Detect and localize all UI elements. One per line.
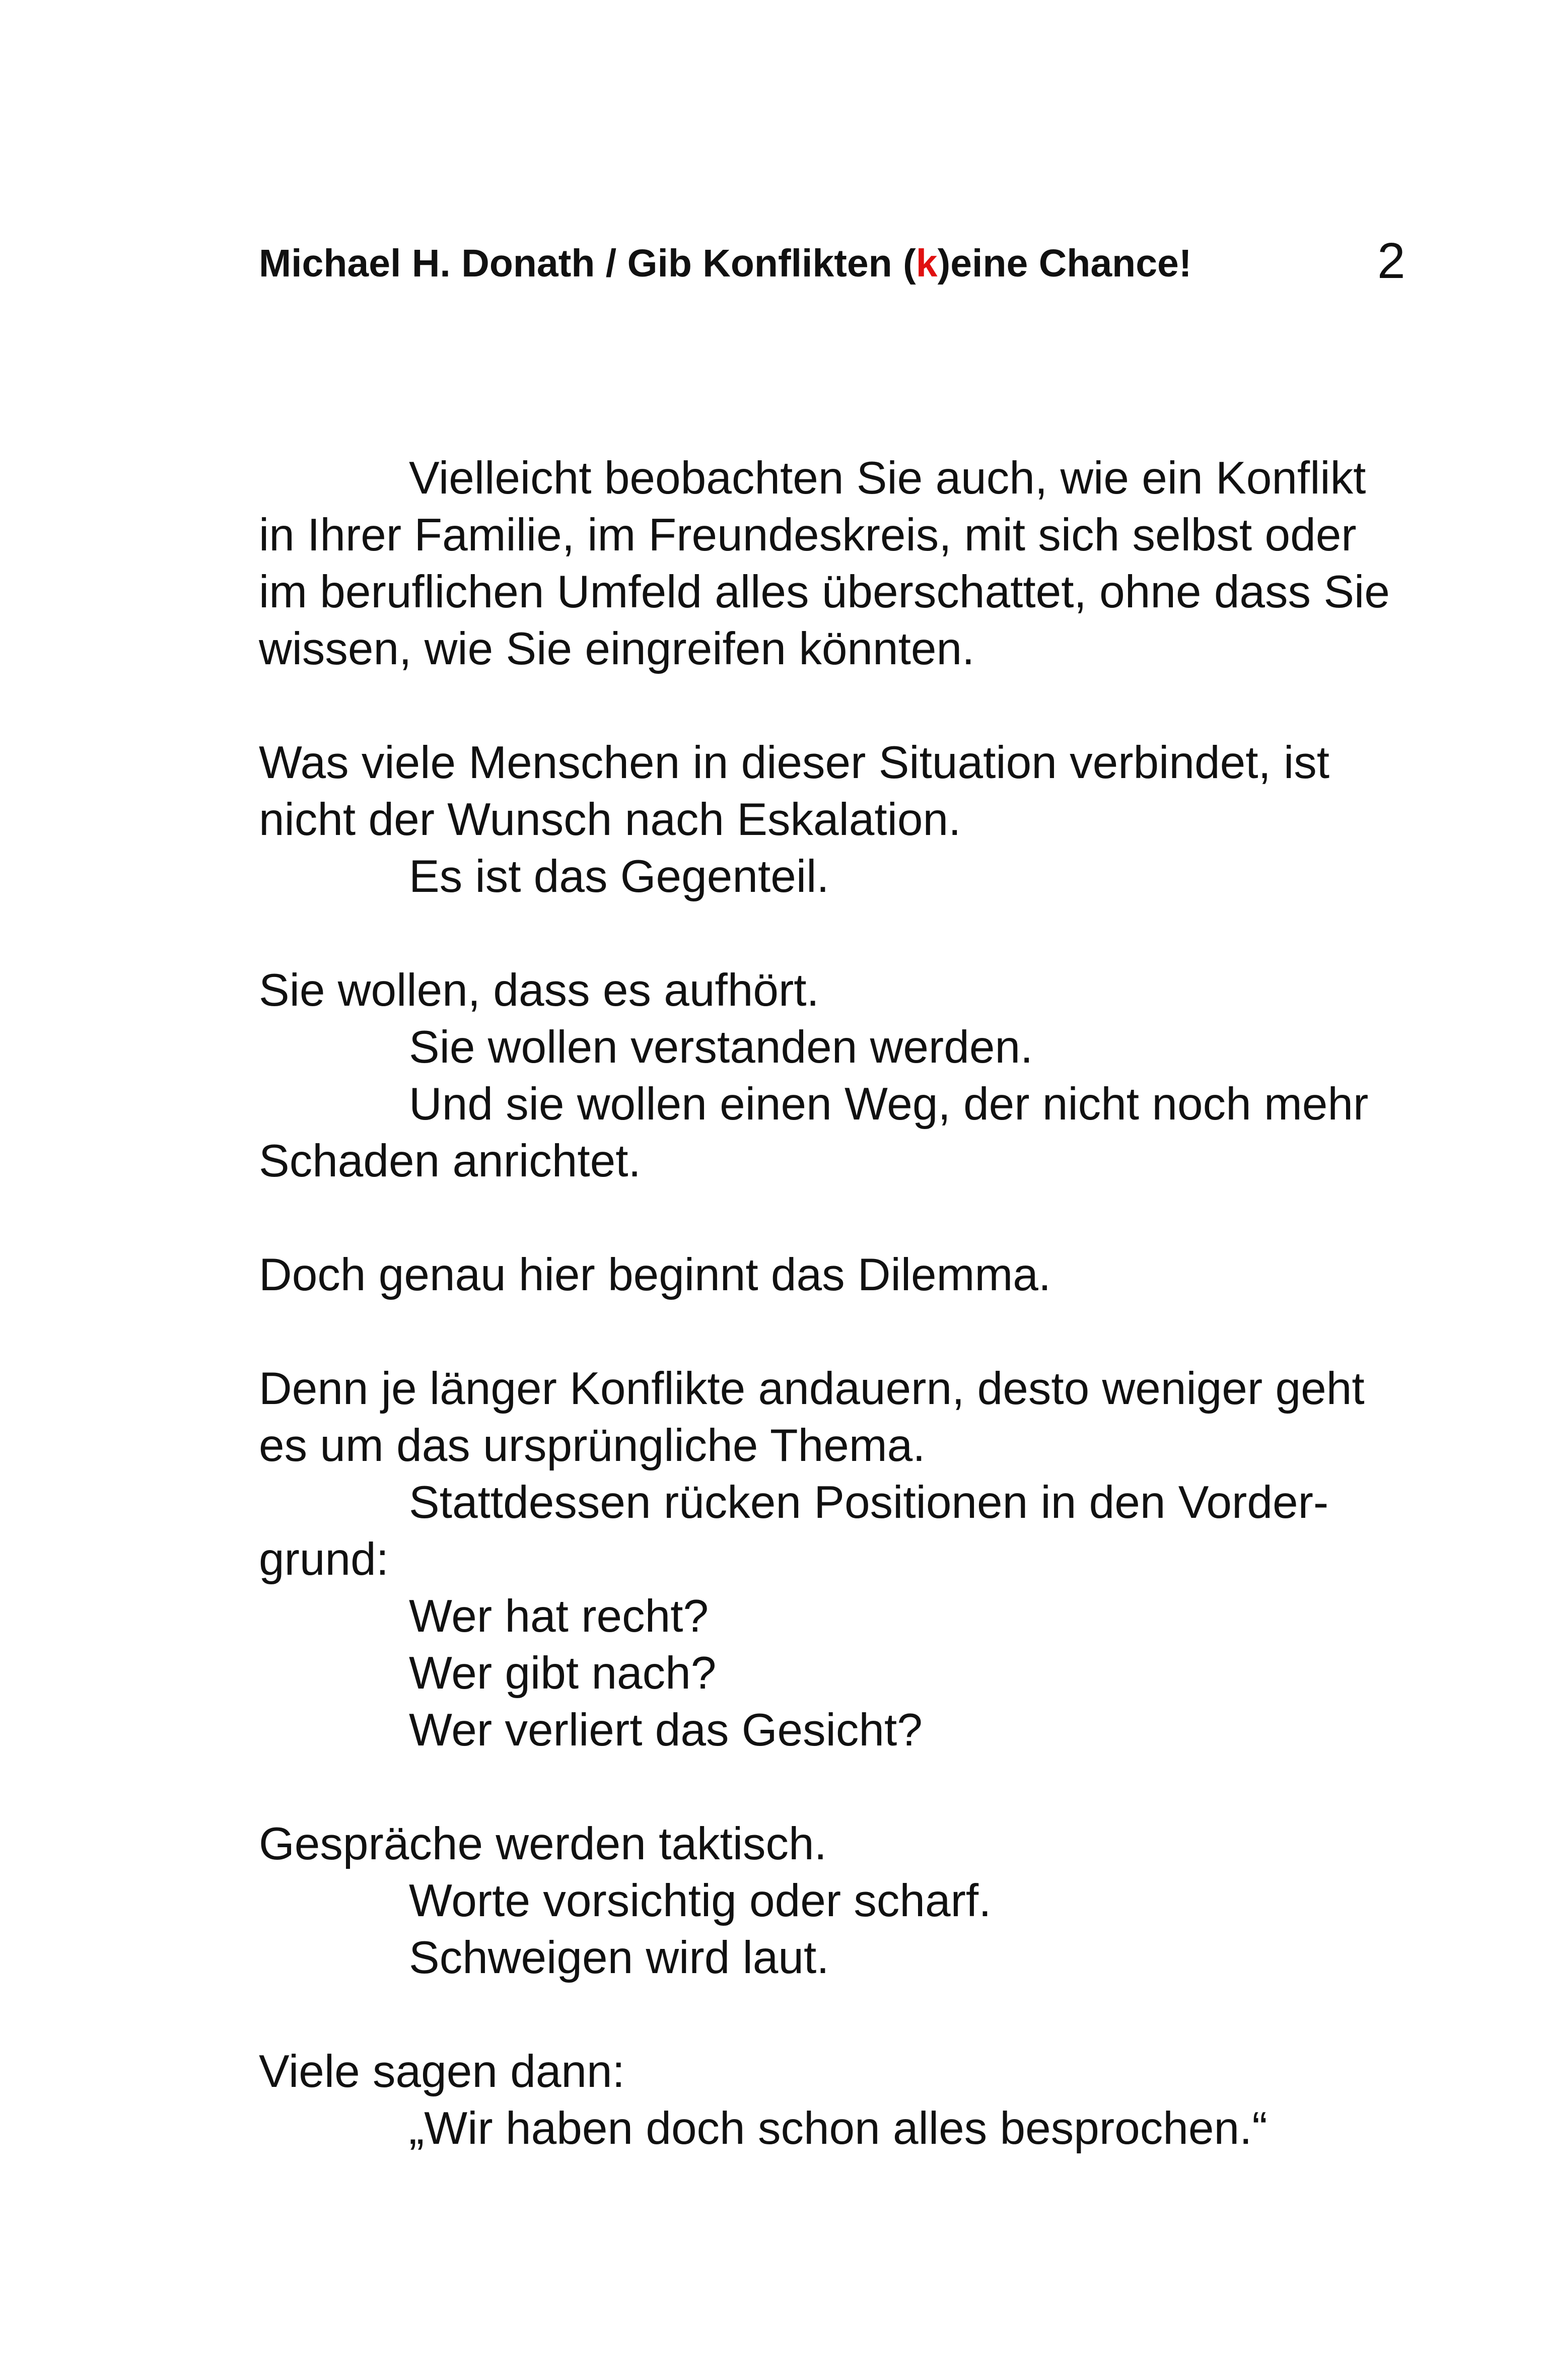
text-line: Es ist das Gegenteil.: [409, 851, 829, 902]
paragraph-gap: [259, 677, 1417, 734]
paragraph-gap: [259, 905, 1417, 962]
text-line: Wer verliert das Gesicht?: [409, 1705, 923, 1756]
text-line: Sie wollen, dass es aufhört.: [259, 965, 819, 1016]
text-line: in Ihrer Familie, im Freundeskreis, mit sich selbst oder: [259, 510, 1357, 561]
paragraph-gap: [259, 1189, 1417, 1246]
paragraph-gap: [259, 1303, 1417, 1360]
running-head-prefix: Michael H. Donath / Gib Konflikten (: [259, 242, 916, 285]
text-line: Schaden anrichtet.: [259, 1136, 641, 1186]
text-line: Denn je länger Konflikte andauern, desto weniger geht: [259, 1363, 1365, 1414]
text-line: Wer gibt nach?: [409, 1648, 717, 1699]
text-line: wissen, wie Sie eingreifen könnten.: [259, 623, 975, 674]
text-line: Doch genau hier beginnt das Dilemma.: [259, 1249, 1051, 1300]
paragraph-gap: [259, 1759, 1417, 1815]
text-line: Und sie wollen einen Weg, der nicht noch mehr: [409, 1079, 1369, 1130]
text-line: Sie wollen verstanden werden.: [409, 1022, 1033, 1073]
body-text: [259, 450, 1417, 2157]
text-line: Viele sagen dann:: [259, 2046, 625, 2097]
text-line: Stattdessen rücken Positionen in den Vorder-: [409, 1477, 1329, 1528]
running-head-accent: k: [916, 242, 938, 285]
page-number: 2: [1377, 233, 1405, 289]
text-line: Wer hat recht?: [409, 1591, 709, 1642]
running-head-suffix: )eine Chance!: [937, 242, 1192, 285]
text-line: Schweigen wird laut.: [409, 1932, 829, 1983]
text-line: im beruflichen Umfeld alles überschattet, ohne dass Sie: [259, 567, 1390, 617]
text-line: „Wir haben doch schon alles besprochen.“: [409, 2103, 1268, 2154]
text-line: Gespräche werden taktisch.: [259, 1818, 827, 1869]
running-head: [259, 236, 1192, 291]
text-line: grund:: [259, 1534, 389, 1585]
text-line: Was viele Menschen in dieser Situation verbindet, ist: [259, 737, 1330, 788]
text-line: Vielleicht beobachten Sie auch, wie ein Konflikt: [409, 453, 1366, 504]
text-line: Worte vorsichtig oder scharf.: [409, 1875, 992, 1926]
paragraph-gap: [259, 1986, 1417, 2043]
text-line: es um das ursprüngliche Thema.: [259, 1420, 926, 1471]
text-line: nicht der Wunsch nach Eskalation.: [259, 794, 961, 845]
